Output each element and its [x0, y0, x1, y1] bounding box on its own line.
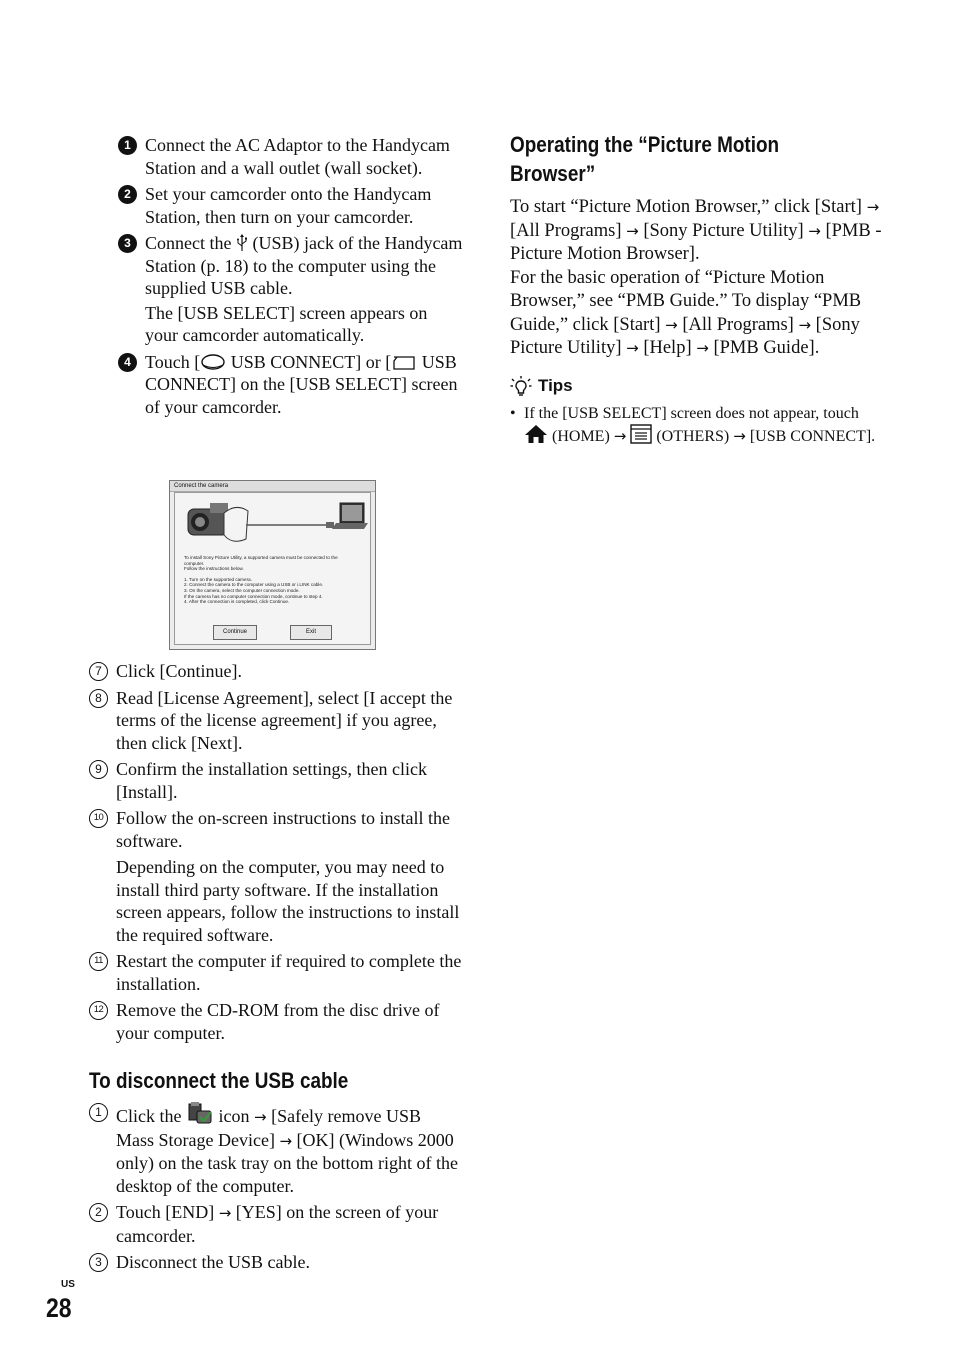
- step-number: 1: [89, 1103, 108, 1122]
- others-icon: [630, 424, 652, 444]
- step-number: 4: [118, 353, 137, 372]
- dialog-instructions: [184, 555, 364, 605]
- step-number: 3: [118, 234, 137, 253]
- step-text-b: (USB) jack of the Handycam Station (p. 18) to the computer using the supplied USB cable.: [145, 233, 463, 298]
- tips-header: [510, 375, 882, 397]
- disconnect-heading: To disconnect the USB cable: [89, 1068, 349, 1093]
- step-4: [118, 351, 463, 419]
- step-text: Restart the computer if required to complete the installation.: [116, 951, 462, 994]
- step-number: 12: [89, 1001, 108, 1020]
- tips-label: Tips: [538, 375, 573, 395]
- step-number: 2: [89, 1203, 108, 1222]
- exit-button[interactable]: Exit: [290, 625, 332, 640]
- memory-card-icon: [391, 355, 417, 371]
- step-1: [118, 134, 463, 179]
- tip-text-c: (OTHERS): [656, 427, 730, 445]
- step-number: 1: [118, 136, 137, 155]
- step-text-a: Click the: [116, 1106, 182, 1126]
- disc-icon: [200, 353, 226, 371]
- step-text: Disconnect the USB cable.: [116, 1252, 310, 1272]
- arrow-icon: →: [254, 1108, 267, 1126]
- dialog-line: To install Sony Picture Utility, a supported camera must be connected to the: [184, 555, 338, 560]
- step-text-b: [YES] on the screen of your camcorder.: [116, 1202, 439, 1246]
- step-text-c: [Safely remove USB Mass Storage Device]: [116, 1106, 422, 1150]
- arrow-icon: →: [808, 221, 821, 240]
- arrow-icon: →: [696, 339, 709, 357]
- step-text-c: USB CONNECT] on the [USB SELECT] screen of your camcorder.: [145, 351, 458, 417]
- text-segment: [Sony Picture Utility]: [643, 220, 804, 241]
- step-text-b: icon: [218, 1106, 250, 1126]
- step-number: 8: [89, 689, 108, 708]
- connect-camera-dialog: [169, 480, 376, 650]
- dialog-line: 3. On the camera, select the computer connection mode.: [184, 587, 300, 593]
- dialog-line: 4. After the connection is completed, click Continue.: [184, 599, 290, 605]
- step-number: 7: [89, 662, 108, 681]
- step-note: The [USB SELECT] screen appears on your camcorder automatically.: [145, 302, 428, 345]
- tip-text-b: (HOME): [552, 427, 610, 445]
- step-2: [118, 183, 463, 228]
- dialog-line: Follow the instructions below.: [184, 566, 244, 572]
- text-segment: [PMB Guide].: [713, 338, 820, 358]
- step-number: 3: [89, 1253, 108, 1272]
- install-steps-top: [118, 134, 463, 422]
- arrow-icon: →: [218, 1204, 232, 1222]
- text-segment: [PMB - Picture Motion Browser].: [510, 220, 882, 264]
- text-segment: For the basic operation of “Picture Motion Browser,” see “PMB Guide.” To display “PMB Guide,” click [Start]: [510, 267, 862, 335]
- step-text-a: Touch [END]: [116, 1202, 215, 1222]
- step-text: Set your camcorder onto the Handycam Station, then turn on your camcorder.: [145, 184, 432, 227]
- heading-line: Browser”: [510, 161, 596, 186]
- step-note: Depending on the computer, you may need to install third party software. If the installation screen appears, follow the instructions to install the required software.: [116, 857, 460, 945]
- arrow-icon: →: [798, 315, 812, 334]
- pmb-guide-paragraph: [510, 267, 882, 361]
- usb-icon: [236, 234, 248, 252]
- step-12: [89, 999, 463, 1044]
- continue-button[interactable]: Continue: [213, 625, 257, 640]
- step-number: 11: [89, 952, 108, 971]
- arrow-icon: →: [626, 339, 639, 357]
- step-text-a: Connect the: [145, 233, 232, 253]
- tip-item: [510, 403, 882, 447]
- step-text-a: Touch [: [145, 351, 201, 372]
- disconnect-step-2: [89, 1201, 463, 1247]
- install-steps-bottom: [89, 660, 463, 1278]
- step-number: 2: [118, 185, 137, 204]
- step-text: Confirm the installation settings, then click [Install].: [116, 759, 427, 802]
- text-segment: [All Programs]: [682, 314, 794, 335]
- dialog-line: 2. Connect the camera to the computer using a USB or i.LINK cable.: [184, 582, 324, 588]
- home-icon: [524, 424, 548, 444]
- step-number: 9: [89, 760, 108, 779]
- text-segment: [Sony Picture Utility]: [510, 314, 860, 358]
- safely-remove-hardware-icon: [186, 1101, 214, 1125]
- disconnect-step-1: [89, 1101, 463, 1197]
- page-number: 28: [46, 1293, 72, 1323]
- disconnect-step-3: [89, 1251, 463, 1274]
- step-text: Click [Continue].: [116, 661, 242, 681]
- arrow-icon: →: [613, 426, 627, 445]
- tip-text-a: If the [USB SELECT] screen does not appear, touch: [524, 404, 859, 422]
- bullet: •: [510, 404, 516, 422]
- step-3: [118, 232, 463, 347]
- text-segment: [Help]: [643, 338, 692, 358]
- arrow-icon: →: [626, 221, 639, 240]
- step-text: Follow the on-screen instructions to install the software.: [116, 808, 450, 851]
- arrow-icon: →: [866, 198, 880, 216]
- tip-text-d: [USB CONNECT].: [749, 427, 876, 445]
- step-10: [89, 807, 463, 946]
- step-7: [89, 660, 463, 683]
- arrow-icon: →: [665, 315, 678, 334]
- step-number: 10: [89, 809, 108, 828]
- step-text: Remove the CD-ROM from the disc drive of your computer.: [116, 1000, 440, 1043]
- step-11: [89, 950, 463, 995]
- step-text-d: [OK] (Windows 2000 only) on the task tray on the bottom right of the desktop of the computer.: [116, 1129, 458, 1196]
- text-segment: To start “Picture Motion Browser,” click [Start]: [510, 197, 862, 217]
- heading-line: Operating the “Picture Motion: [510, 132, 780, 157]
- pmb-start-paragraph: [510, 196, 882, 267]
- step-9: [89, 758, 463, 803]
- dialog-line: If the camera has no computer connection mode, continue to step 4.: [184, 593, 323, 599]
- region-code: US: [61, 1279, 75, 1290]
- pmb-heading: [510, 130, 830, 188]
- step-text: Read [License Agreement], select [I accept the terms of the license agreement] if you agree, then click [Next].: [116, 687, 453, 753]
- camera-to-computer-illustration: [180, 495, 368, 553]
- pmb-section: [510, 130, 882, 447]
- dialog-title: Connect the camera: [170, 481, 375, 492]
- dialog-line: 1. Turn on the supported camera.: [184, 576, 252, 582]
- dialog-line: computer.: [184, 560, 205, 566]
- arrow-icon: →: [733, 426, 746, 445]
- step-8: [89, 687, 463, 755]
- step-text: Connect the AC Adaptor to the Handycam Station and a wall outlet (wall socket).: [145, 135, 450, 178]
- step-text-b: USB CONNECT] or [: [230, 351, 392, 372]
- lightbulb-icon: [510, 375, 532, 397]
- arrow-icon: →: [279, 1131, 293, 1150]
- text-segment: [All Programs]: [510, 220, 622, 241]
